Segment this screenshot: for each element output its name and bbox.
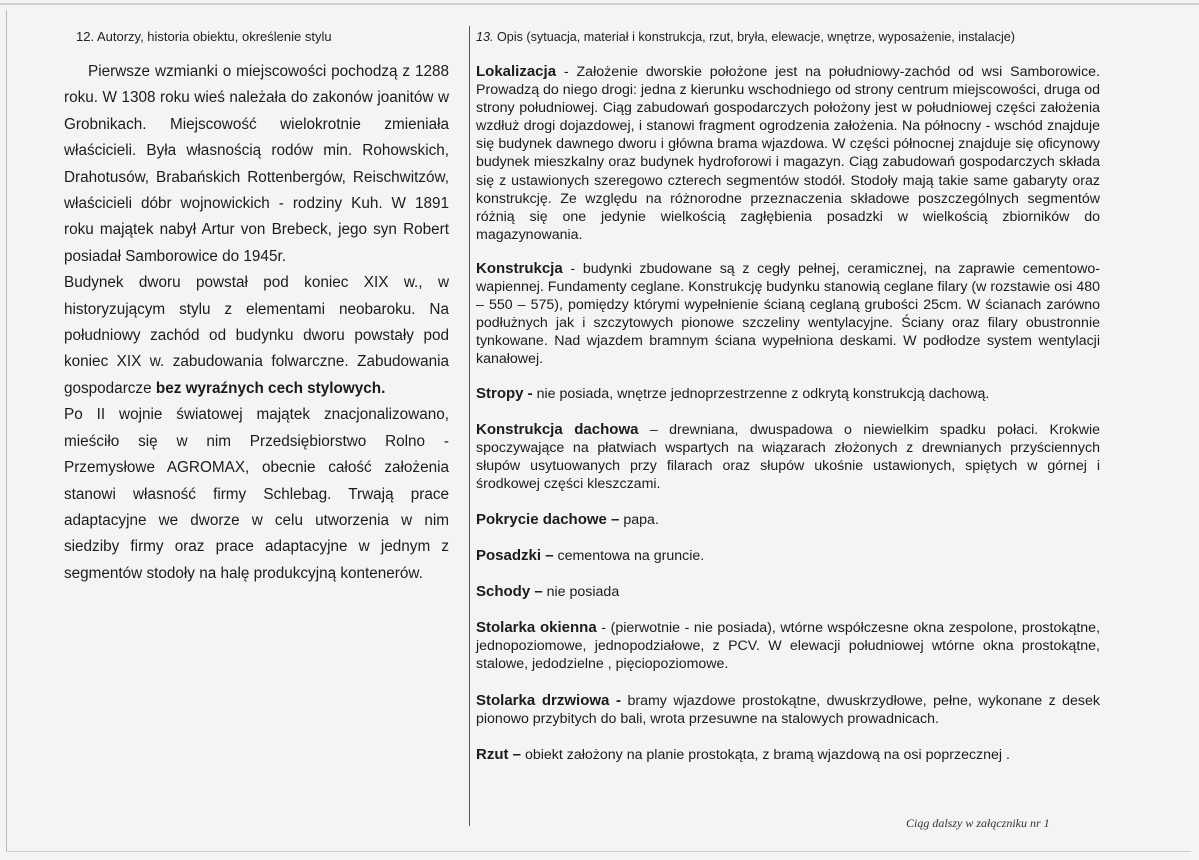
desc-text: nie posiada [546,584,620,601]
desc-separator: - [596,620,611,637]
desc-text: (pierwotnie - nie posiada), wtórne współczesne okna zespolone, prostokątne, jednopoziomowe, jednopodziałowe, z PCV. W elewacji południowej wtórne okna prostokątne, stalowe, jedodzielne , pięciopoziomowe. [476,620,1101,673]
desc-label: Rzut – [476,745,521,763]
desc-separator: - [556,64,577,80]
desc-separator: - [562,260,583,277]
desc-label: Lokalizacja [476,63,557,80]
desc-pokrycie-dachowe [476,511,1100,529]
top-scan-edge [0,3,1199,5]
description-column [476,63,1100,782]
history-paragraph-2-bold: bez wyraźnych cech stylowych. [155,379,386,397]
desc-label: Stolarka okienna [476,619,597,637]
history-paragraph-2-text: Budynek dworu powstał pod koniec XIX w., w historyzującym stylu z elementami neobaroku. Na południowy zachód od budynku dworu powstały pod koniec XIX w. zabudowania folwarczne. Zabudowania gospodarcze [64,274,449,397]
desc-label: Konstrukcja [476,259,563,277]
right-section-header [476,30,1015,44]
desc-text: budynki zbudowane są z cegły pełnej, ceramicznej, na zaprawie cementowo-wapiennej. Fundamenty ceglane. Konstrukcję budynku stanowią ceglane filary (w rozstawie osi 480 – 550 – 575), pomiędzy którymi wypełnienie ścianą ceglaną grubości 25cm. W ścianach zarówno podłużnych jak i szczytowych pionowe szczeliny wentylacyjne. Ściany oraz filary obustronnie tynkowane. Nad wjazdem bramnym ściana wypełniona deskami. W podłodze system wentylacji kanałowej. [476,260,1101,368]
desc-text: nie posiada, wnętrze jednoprzestrzenne z odkrytą konstrukcją dachową. [536,385,990,402]
desc-text: bramy wjazdowe prostokątne, dwuskrzydłowe, pełne, wykonane z desek pionowo przybitych do bali, wrota przesuwne na stalowych prowadnicach. [476,692,1100,727]
column-divider [469,26,470,826]
desc-stolarka-okienna [476,619,1100,673]
desc-separator: – [638,421,670,438]
desc-stolarka-drzwiowa [476,692,1100,728]
desc-text: drewniana, dwuspadowa o niewielkim spadku połaci. Krokwie spoczywające na płatwiach wspartych na wiązarach złożonych z drewnianych przyściennych słupów usytuowanych przy filarach oraz słupów ukośnie ustawionych, spiętych w górnej i środkowej części kleszczami. [476,421,1100,492]
desc-lokalizacja [476,63,1100,244]
desc-rzut [476,746,1100,764]
desc-posadzki [476,547,1100,565]
desc-text: Założenie dworskie położone jest na południowy-zachód od wsi Samborowice. Prowadzą do niego drogi: jedna z kierunku wschodniego od strony centrum miejscowości, druga od strony południowej. Ciąg zabudowań gospodarczych położony jest w południowej części założenia wzdłuż drogi dojazdowej, i stanowi fragment ogrodzenia założenia. Na północny - wschód znajduje się budynek dawnego dworu i główna brama wjazdowa. W części północnej znajduje się oficynowy budynek mieszkalny oraz budynek hydroforowi i magazyn. Ciąg zabudowań gospodarczych składa się z ustawionych szeregowo czterech segmentów stodół. Stodoły mają takie same gabaryty oraz konstrukcję. Ze względu na różnorodne przeznaczenia składowe poszczególnych segmentów różnią się one jedynie wielkością zagłębienia posadzki w wielkością zbiorników do magazynowania. [476,64,1101,243]
history-paragraph-2 [64,270,449,402]
left-section-header: 12. Autorzy, historia obiektu, określenie stylu [76,29,332,44]
desc-label: Schody – [476,583,543,601]
continuation-note: Ciąg dalszy w załączniku nr 1 [906,816,1050,830]
desc-text: cementowa na gruncie. [557,548,705,565]
desc-label: Konstrukcja dachowa [476,420,639,438]
desc-text: obiekt założony na planie prostokąta, z bramą wjazdową na osi poprzecznej . [524,746,1010,763]
history-paragraph-1: Pierwsze wzmianki o miejscowości pochodzą z 1288 roku. W 1308 roku wieś należała do zakonów joanitów w Grobnikach. Miejscowość wielokrotnie zmieniała właścicieli. Była własnością rodów min. Rohowskich, Drahotusów, Brabańskich Rottenbergów, Reischwitzów, właścicieli dóbr wojnowickich - rodziny Kuh. W 1891 roku majątek nabył Artur von Brebeck, jego syn Robert posiadał Samborowice do 1945r. [64,63,449,265]
history-column [64,59,449,587]
desc-label: Pokrycie dachowe – [476,510,620,528]
desc-label: Posadzki – [476,547,554,565]
desc-stropy [476,385,1100,403]
desc-label: Stropy - [476,384,533,402]
right-section-number: 13. [476,30,494,44]
history-paragraph-3: Po II wojnie światowej majątek znacjonalizowano, mieściło się w nim Przedsiębiorstwo Rolno - Przemysłowe AGROMAX, obecnie całość założenia stanowi własność firmy Schlebag. Trwają prace adaptacyjne we dworze w celu utworzenia w nim siedziby firmy oraz prace adaptacyjne w jednym z segmentów stodoły na halę produkcyjną kontenerów. [64,406,449,582]
desc-label: Stolarka drzwiowa - [476,691,622,709]
desc-schody [476,583,1100,601]
right-section-title: Opis (sytuacja, materiał i konstrukcja, rzut, bryła, elewacje, wnętrze, wyposażenie, instalacje) [497,30,1015,44]
desc-konstrukcja-dachowa [476,421,1100,493]
desc-konstrukcja [476,260,1100,369]
desc-text: papa. [623,511,659,528]
